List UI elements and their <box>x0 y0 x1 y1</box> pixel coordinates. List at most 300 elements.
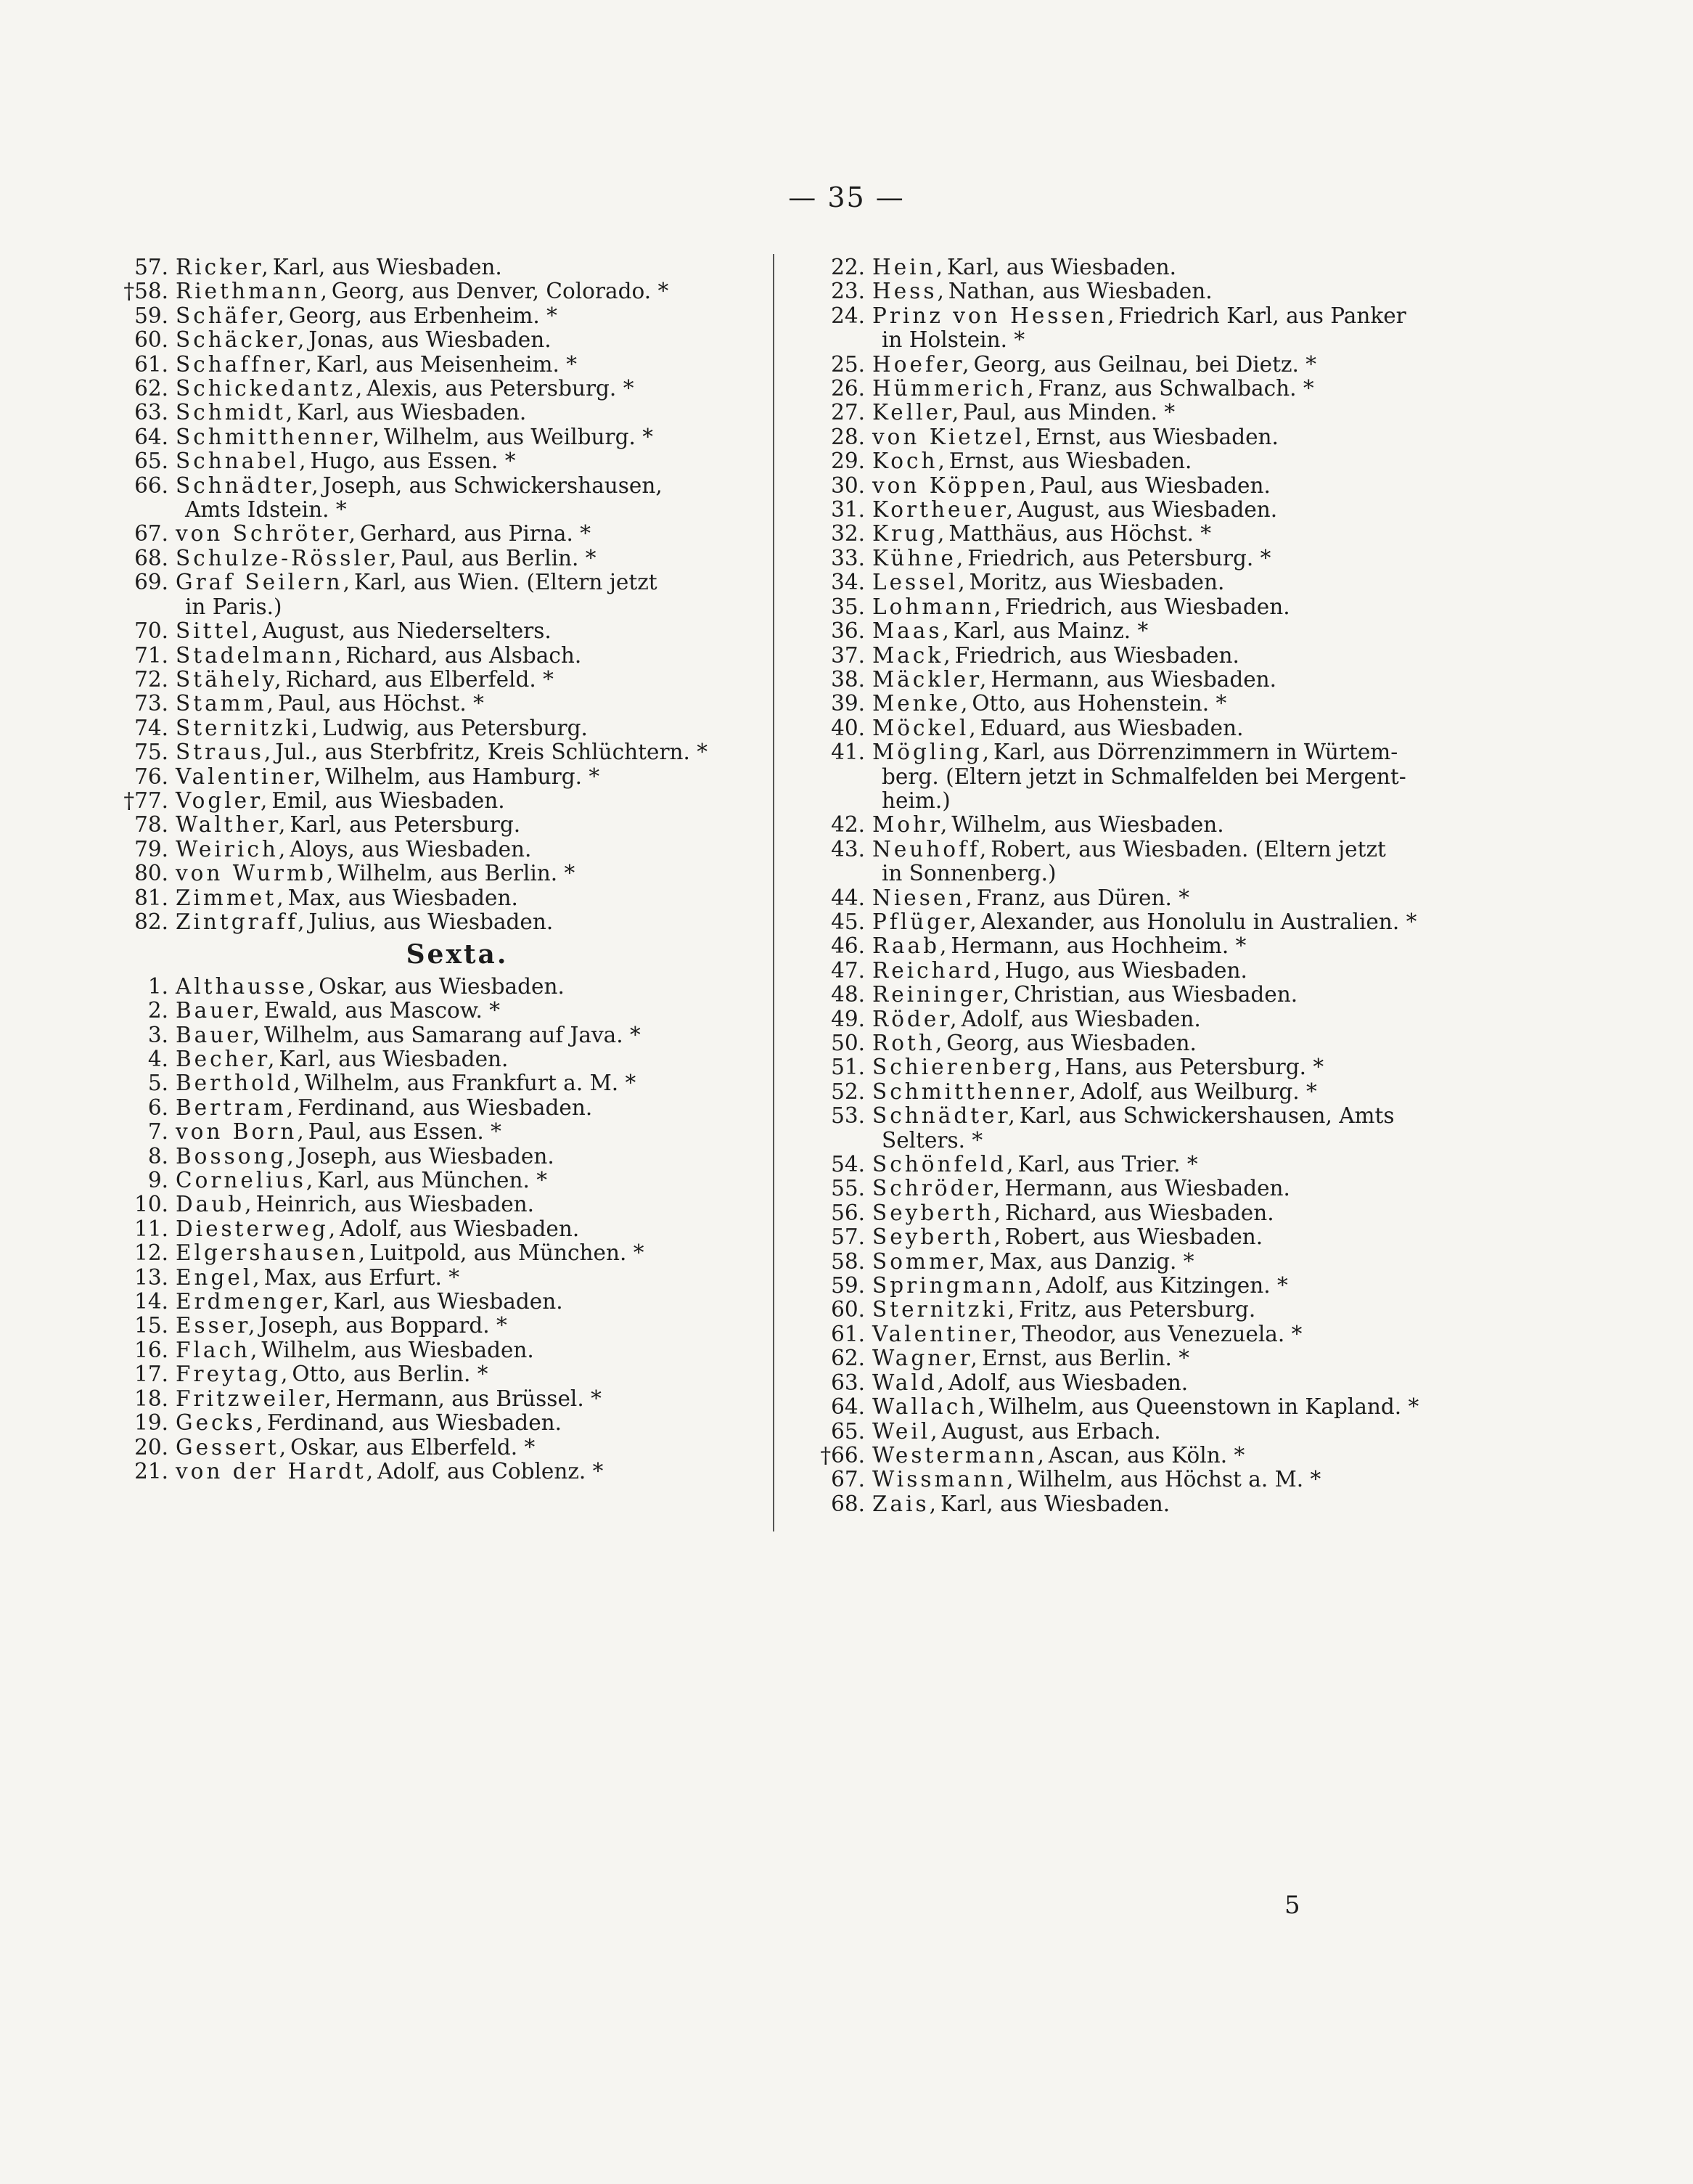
entry-surname: Esser, <box>176 1313 258 1338</box>
entry-continuation: in Sonnenberg.) <box>882 861 1057 886</box>
student-entry <box>813 1468 1459 1492</box>
entry-details: Hugo, aus Essen. * <box>310 449 516 474</box>
entry-number: 75. <box>134 740 168 765</box>
entry-details: Georg, aus Wiesbaden. <box>946 1031 1197 1055</box>
entry-number: 67. <box>831 1467 865 1492</box>
entry-continuation: in Holstein. * <box>882 327 1025 353</box>
entry-surname: Westermann, <box>872 1442 1047 1468</box>
entry-surname: Vogler, <box>176 788 271 813</box>
right-column <box>813 255 1459 1516</box>
entry-details: Otto, aus Hohenstein. * <box>972 691 1227 716</box>
entry-details: Richard, aus Wiesbaden. <box>1005 1200 1274 1225</box>
entry-number: 71. <box>134 642 168 668</box>
entry-surname: Hein, <box>872 255 946 279</box>
entry-number: 64. <box>831 1394 865 1420</box>
entry-details: Hans, aus Petersburg. * <box>1065 1055 1324 1080</box>
entry-details: Moritz, aus Wiesbaden. <box>969 570 1225 595</box>
entry-details: August, aus Wiesbaden. <box>1017 497 1278 523</box>
entry-details: Adolf, aus Weilburg. * <box>1081 1079 1317 1104</box>
entry-number: 68. <box>134 545 168 570</box>
entry-surname: Graf Seilern, <box>176 570 353 595</box>
student-entry <box>116 1314 755 1338</box>
entry-surname: Zintgraff, <box>176 909 308 934</box>
entry-surname: Wald, <box>872 1370 948 1395</box>
entry-number: 57. <box>831 1224 865 1250</box>
student-entry <box>813 377 1459 401</box>
entry-details: Hermann, aus Brüssel. * <box>335 1386 602 1411</box>
entry-surname: Prinz von Hessen, <box>872 303 1118 328</box>
entry-surname: Zais, <box>872 1491 940 1516</box>
entry-details: Karl, aus Schwickershausen, Amts <box>1019 1103 1395 1129</box>
student-entry <box>116 449 755 473</box>
entry-surname: Hess, <box>872 279 947 304</box>
student-entry <box>813 740 1459 764</box>
column-divider <box>773 254 774 1531</box>
entry-number: 51. <box>831 1055 865 1080</box>
entry-number: 72. <box>134 666 168 692</box>
entry-number: 18. <box>134 1386 168 1411</box>
student-entry <box>813 886 1459 910</box>
entry-details: Franz, aus Schwalbach. * <box>1038 376 1314 401</box>
student-entry <box>116 886 755 910</box>
entry-details: Oskar, aus Elberfeld. * <box>290 1434 536 1460</box>
entry-details: Max, aus Danzig. * <box>989 1248 1194 1274</box>
student-entry <box>813 595 1459 619</box>
entry-surname: Sternitzki, <box>872 1297 1018 1322</box>
entry-surname: Wagner, <box>872 1346 980 1371</box>
student-entry <box>116 522 755 546</box>
entry-number: 74. <box>134 715 168 740</box>
student-entry <box>116 838 755 862</box>
entry-number: 42. <box>831 812 865 838</box>
entry-details: Karl, aus Trier. * <box>1017 1152 1198 1177</box>
entry-number: 27. <box>831 400 865 425</box>
entry-number: 63. <box>134 400 168 425</box>
student-entry <box>813 910 1459 934</box>
student-entry <box>813 1298 1459 1322</box>
entry-number: 6. <box>147 1095 168 1120</box>
entry-details: Emil, aus Wiesbaden. <box>271 788 505 813</box>
student-entry <box>116 279 755 303</box>
entry-surname: Gecks, <box>176 1410 266 1436</box>
student-entry <box>813 304 1459 328</box>
entry-number: 67. <box>134 521 168 547</box>
entry-number: 36. <box>831 618 865 644</box>
entry-surname: Erdmenger, <box>176 1289 332 1314</box>
entry-surname: Fritzweiler, <box>176 1386 335 1411</box>
entry-number: 15. <box>134 1313 168 1338</box>
entry-surname: Springmann, <box>872 1273 1045 1298</box>
entry-number: 65. <box>134 449 168 474</box>
entry-surname: Mack, <box>872 642 954 668</box>
entry-details: Karl, aus Wiesbaden. <box>297 400 527 425</box>
entry-number: 47. <box>831 957 865 983</box>
entry-number: 82. <box>134 909 168 934</box>
entry-surname: Roth, <box>872 1031 946 1055</box>
footer-signature-number: 5 <box>1284 1891 1300 1920</box>
entry-number: 32. <box>831 521 865 547</box>
entry-details: Paul, aus Essen. * <box>308 1119 501 1145</box>
entry-details: Eduard, aus Wiesbaden. <box>980 715 1244 740</box>
student-entry <box>116 328 755 352</box>
entry-number: 48. <box>831 982 865 1007</box>
student-entry <box>813 474 1459 498</box>
entry-surname: Sittel, <box>176 618 261 644</box>
entry-surname: Röder, <box>872 1006 960 1031</box>
entry-surname: Daub, <box>176 1192 255 1217</box>
page-number: — 35 — <box>788 181 905 213</box>
entry-number: 31. <box>831 497 865 523</box>
student-entry <box>116 1169 755 1193</box>
entry-number: 45. <box>831 909 865 934</box>
entry-number: 40. <box>831 715 865 740</box>
entry-surname: Stamm, <box>176 691 276 716</box>
student-entry <box>116 765 755 789</box>
entry-details: Julius, aus Wiesbaden. <box>308 909 554 934</box>
entry-details: Robert, aus Wiesbaden. <box>1005 1224 1263 1250</box>
student-list-right <box>813 255 1459 1516</box>
entry-number: 25. <box>831 351 865 377</box>
entry-surname: von Born, <box>176 1119 307 1145</box>
entry-surname: Seyberth, <box>872 1224 1004 1250</box>
entry-surname: Schierenberg, <box>872 1055 1064 1080</box>
entry-surname: Becher, <box>176 1047 278 1071</box>
student-entry <box>813 1250 1459 1274</box>
entry-surname: Gessert, <box>176 1434 290 1460</box>
entry-details: Luitpold, aus München. * <box>369 1240 644 1266</box>
student-entry <box>813 983 1459 1007</box>
entry-number: 46. <box>831 933 865 959</box>
entry-details: Joseph, aus Schwickershausen, <box>322 473 663 498</box>
entry-details: Karl, aus Wiesbaden. <box>333 1289 563 1314</box>
entry-surname: Maas, <box>872 618 952 644</box>
entry-surname: Mohr, <box>872 812 951 838</box>
entry-number: 28. <box>831 424 865 449</box>
entry-details: Karl, aus Mainz. * <box>953 618 1149 644</box>
entry-number: 19. <box>134 1410 168 1436</box>
entry-details: Hermann, aus Wiesbaden. <box>1004 1176 1290 1201</box>
entry-number: 81. <box>134 885 168 910</box>
entry-details: Hermann, aus Hochheim. * <box>951 933 1247 959</box>
student-entry <box>813 449 1459 473</box>
entry-details: Paul, aus Berlin. * <box>401 545 597 570</box>
entry-surname: Möckel, <box>872 715 979 740</box>
student-entry <box>116 1387 755 1411</box>
entry-number: 4. <box>147 1047 168 1071</box>
entry-details: Robert, aus Wiesbaden. (Eltern jetzt <box>991 836 1386 862</box>
entry-number: 49. <box>831 1006 865 1031</box>
entry-number: 26. <box>831 376 865 401</box>
entry-surname: Koch, <box>872 449 948 474</box>
entry-number: 10. <box>134 1192 168 1217</box>
entry-number: 62. <box>831 1346 865 1371</box>
entry-details: Ernst, aus Berlin. * <box>981 1346 1190 1371</box>
entry-number: 68. <box>831 1491 865 1516</box>
entry-surname: Walther, <box>176 812 289 838</box>
entry-number: 61. <box>831 1321 865 1346</box>
entry-surname: Ricker, <box>176 255 271 279</box>
entry-details: Max, aus Erfurt. * <box>263 1264 460 1290</box>
entry-details: Heinrich, aus Wiesbaden. <box>255 1192 535 1217</box>
entry-surname: Niesen, <box>872 885 975 910</box>
entry-number: 44. <box>831 885 865 910</box>
entry-number: †58. <box>123 279 168 304</box>
entry-number: 43. <box>831 836 865 862</box>
student-entry <box>116 1338 755 1362</box>
student-entry <box>116 377 755 401</box>
student-entry <box>116 401 755 425</box>
entry-number: 55. <box>831 1176 865 1201</box>
entry-surname: Lessel, <box>872 570 968 595</box>
entry-details: Paul, aus Wiesbaden. <box>1040 473 1271 498</box>
student-entry <box>116 474 755 498</box>
student-entry <box>813 279 1459 303</box>
student-list-sexta <box>116 975 755 1484</box>
entry-details: Karl, aus Wiesbaden. <box>272 255 502 279</box>
entry-surname: Bossong, <box>176 1143 297 1169</box>
student-entry <box>116 1023 755 1047</box>
entry-surname: Raab, <box>872 933 950 959</box>
entry-surname: Schäcker, <box>176 327 308 353</box>
entry-number: 9. <box>147 1168 168 1193</box>
entry-surname: von Köppen, <box>872 473 1039 498</box>
student-entry <box>116 1096 755 1120</box>
entry-number: 13. <box>134 1264 168 1290</box>
entry-surname: Hoefer, <box>872 351 972 377</box>
entry-details: Richard, aus Elberfeld. * <box>285 666 554 692</box>
student-entry <box>813 1444 1459 1468</box>
student-entry <box>813 353 1459 377</box>
entry-surname: Schnädter, <box>176 473 321 498</box>
entry-details: Karl, aus Wiesbaden. <box>947 255 1177 279</box>
entry-number: 66. <box>134 473 168 498</box>
student-entry <box>116 999 755 1023</box>
entry-number: 20. <box>134 1434 168 1460</box>
entry-surname: Elgershausen, <box>176 1240 369 1266</box>
entry-details: Karl, aus Meisenheim. * <box>316 351 577 377</box>
entry-number: 14. <box>134 1289 168 1314</box>
entry-details: Friedrich, aus Wiesbaden. <box>954 642 1239 668</box>
entry-surname: Schulze-Rössler, <box>176 545 400 570</box>
entry-details: Ascan, aus Köln. * <box>1048 1442 1245 1468</box>
entry-number: 70. <box>134 618 168 644</box>
student-entry <box>116 644 755 668</box>
entry-number: 41. <box>831 740 865 765</box>
entry-surname: Althausse, <box>176 973 318 999</box>
student-entry <box>813 498 1459 522</box>
entry-surname: Engel, <box>176 1264 263 1290</box>
entry-details: Max, aus Wiesbaden. <box>287 885 518 910</box>
entry-number: 35. <box>831 594 865 619</box>
entry-number: 54. <box>831 1152 865 1177</box>
student-list-left <box>116 255 755 934</box>
entry-details: Karl, aus Petersburg. <box>290 812 521 838</box>
entry-details: Franz, aus Düren. * <box>976 885 1189 910</box>
entry-details: Hugo, aus Wiesbaden. <box>1004 957 1247 983</box>
entry-details: Wilhelm, aus Hamburg. * <box>325 764 600 789</box>
entry-number: 64. <box>134 424 168 449</box>
entry-details: Ewald, aus Mascow. * <box>263 998 500 1023</box>
entry-surname: Bauer, <box>176 998 263 1023</box>
student-entry <box>116 353 755 377</box>
entry-surname: Valentiner, <box>176 764 324 789</box>
entry-surname: Wissmann, <box>872 1467 1017 1492</box>
student-entry <box>813 1104 1459 1128</box>
entry-surname: Schmitthenner, <box>872 1079 1079 1104</box>
entry-surname: Bauer, <box>176 1022 263 1047</box>
student-entry <box>116 1460 755 1484</box>
entry-details: Wilhelm, aus Berlin. * <box>337 861 575 886</box>
entry-number: 52. <box>831 1079 865 1104</box>
entry-surname: Neuhoff, <box>872 836 990 862</box>
student-entry <box>813 1346 1459 1370</box>
entry-surname: von der Hardt, <box>176 1458 377 1484</box>
entry-details: Ernst, aus Wiesbaden. <box>948 449 1192 474</box>
section-heading-sexta: Sexta. <box>406 939 509 970</box>
student-entry <box>813 1225 1459 1249</box>
student-entry <box>116 1071 755 1095</box>
student-entry <box>813 1371 1459 1395</box>
student-entry <box>116 1241 755 1265</box>
student-entry <box>813 547 1459 570</box>
entry-surname: von Schröter, <box>176 521 358 547</box>
entry-surname: Diesterweg, <box>176 1216 339 1241</box>
entry-number: 78. <box>134 812 168 838</box>
student-entry <box>813 716 1459 740</box>
student-entry <box>116 425 755 449</box>
entry-surname: Hümmerich, <box>872 376 1037 401</box>
entry-details: Otto, aus Berlin. * <box>292 1362 488 1387</box>
student-entry <box>813 1153 1459 1177</box>
entry-number: 1. <box>147 973 168 999</box>
entry-number: 38. <box>831 666 865 692</box>
student-entry <box>116 716 755 740</box>
entry-surname: Schaffner, <box>176 351 315 377</box>
entry-details: Wilhelm, aus Höchst a. M. * <box>1017 1467 1321 1492</box>
student-entry <box>116 1193 755 1216</box>
entry-surname: Schickedantz, <box>176 376 366 401</box>
entry-surname: Schnädter, <box>872 1103 1018 1129</box>
entry-surname: Berthold, <box>176 1071 303 1096</box>
student-entry <box>116 1266 755 1290</box>
entry-details: Fritz, aus Petersburg. <box>1019 1297 1256 1322</box>
student-entry <box>116 1362 755 1386</box>
entry-surname: Reichard, <box>872 957 1004 983</box>
student-entry <box>116 1217 755 1241</box>
student-entry <box>116 1120 755 1144</box>
entry-details: Karl, aus Wien. (Eltern jetzt <box>354 570 657 595</box>
student-entry <box>813 1322 1459 1346</box>
entry-number: 65. <box>831 1418 865 1444</box>
entry-details: Adolf, aus Wiesbaden. <box>948 1370 1189 1395</box>
student-entry <box>813 1177 1459 1201</box>
entry-surname: Lohmann, <box>872 594 1004 619</box>
entry-number: 61. <box>134 351 168 377</box>
student-entry <box>116 1145 755 1169</box>
entry-surname: Kortheuer, <box>872 497 1017 523</box>
entry-details: Paul, aus Minden. * <box>963 400 1176 425</box>
student-entry <box>116 668 755 692</box>
entry-details: Ludwig, aus Petersburg. <box>322 715 588 740</box>
entry-number: 7. <box>147 1119 168 1145</box>
entry-details: Wilhelm, aus Frankfurt a. M. * <box>304 1071 636 1096</box>
entry-details: Joseph, aus Boppard. * <box>259 1313 507 1338</box>
entry-number: 56. <box>831 1200 865 1225</box>
entry-number: 33. <box>831 545 865 570</box>
entry-number: 2. <box>147 998 168 1023</box>
entry-number: 53. <box>831 1103 865 1129</box>
entry-continuation: in Paris.) <box>185 594 282 619</box>
entry-surname: Freytag, <box>176 1362 291 1387</box>
entry-number: 59. <box>831 1273 865 1298</box>
entry-surname: Mögling, <box>872 740 992 765</box>
entry-continuation: Amts Idstein. * <box>185 497 347 523</box>
entry-details: Karl, aus Wiesbaden. <box>279 1047 509 1071</box>
entry-number: 50. <box>831 1031 865 1055</box>
student-entry <box>813 401 1459 425</box>
entry-details: Jonas, aus Wiesbaden. <box>308 327 552 353</box>
entry-surname: Seyberth, <box>872 1200 1004 1225</box>
entry-number: 29. <box>831 449 865 474</box>
entry-surname: Sternitzki, <box>176 715 321 740</box>
entry-details: Wilhelm, aus Weilburg. * <box>384 424 654 449</box>
student-entry <box>116 255 755 279</box>
student-entry <box>813 1492 1459 1516</box>
student-entry <box>813 522 1459 546</box>
entry-details: Alexander, aus Honolulu in Australien. * <box>980 909 1417 934</box>
entry-number: 5. <box>147 1071 168 1096</box>
entry-details: Karl, aus Wiesbaden. <box>940 1491 1171 1516</box>
entry-surname: Menke, <box>872 691 971 716</box>
student-entry <box>116 813 755 837</box>
student-entry <box>813 1080 1459 1104</box>
entry-surname: Stadelmann, <box>176 642 345 668</box>
entry-surname: Bertram, <box>176 1095 297 1120</box>
student-entry <box>116 789 755 813</box>
entry-details: Wilhelm, aus Queenstown in Kapland. * <box>988 1394 1419 1420</box>
entry-details: Paul, aus Höchst. * <box>277 691 484 716</box>
entry-number: 17. <box>134 1362 168 1387</box>
student-entry <box>813 838 1459 862</box>
student-entry <box>813 959 1459 983</box>
student-entry <box>116 547 755 570</box>
entry-number: 3. <box>147 1022 168 1047</box>
student-entry <box>813 1201 1459 1225</box>
left-column <box>116 255 755 1484</box>
entry-number: 62. <box>134 376 168 401</box>
entry-surname: Reininger, <box>872 982 1013 1007</box>
entry-number: 22. <box>831 255 865 279</box>
entry-surname: Krug, <box>872 521 948 547</box>
entry-number: 37. <box>831 642 865 668</box>
entry-number: 57. <box>134 255 168 279</box>
entry-surname: Pflüger, <box>872 909 980 934</box>
entry-details: Ferdinand, aus Wiesbaden. <box>266 1410 562 1436</box>
entry-details: Christian, aus Wiesbaden. <box>1014 982 1298 1007</box>
entry-surname: Schnabel, <box>176 449 309 474</box>
entry-number: 23. <box>831 279 865 304</box>
entry-details: Friedrich Karl, aus Panker <box>1118 303 1406 328</box>
entry-details: Wilhelm, aus Wiesbaden. <box>951 812 1224 838</box>
entry-details: Georg, aus Geilnau, bei Dietz. * <box>973 351 1317 377</box>
student-entry <box>116 692 755 716</box>
entry-details: August, aus Niederselters. <box>262 618 552 644</box>
entry-number: 11. <box>134 1216 168 1241</box>
student-entry <box>813 1007 1459 1031</box>
entry-number: 79. <box>134 836 168 862</box>
entry-number: 30. <box>831 473 865 498</box>
entry-surname: von Wurmb, <box>176 861 337 886</box>
